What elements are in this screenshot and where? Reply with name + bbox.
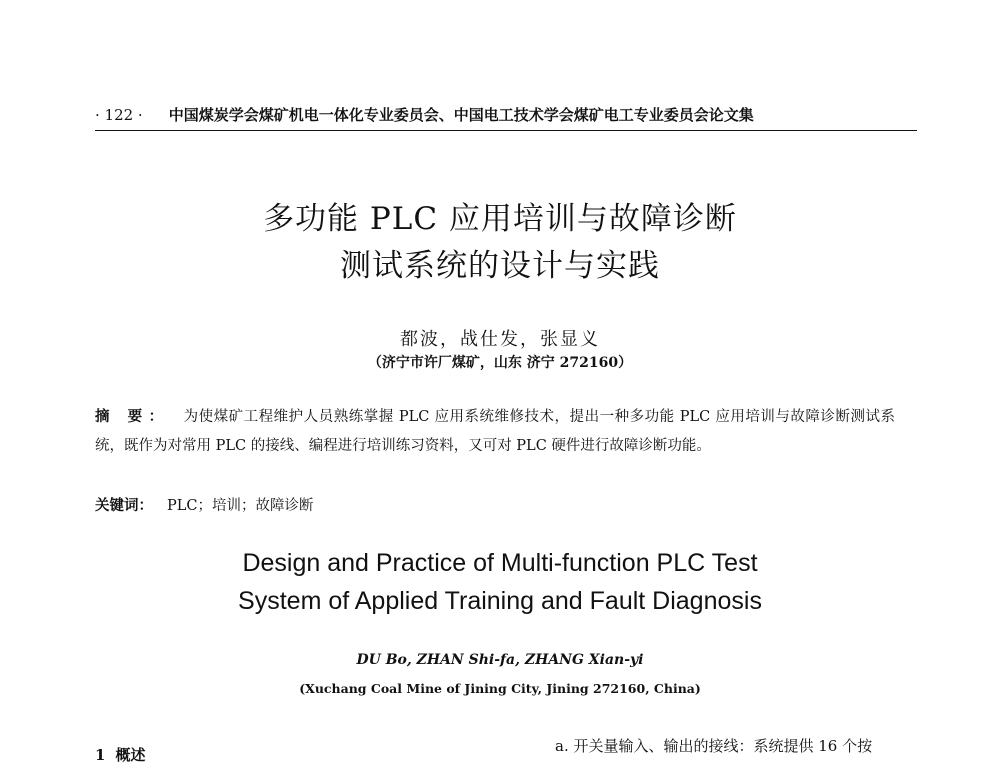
keywords-text: PLC；培训；故障诊断 — [167, 498, 314, 514]
title-en-line2: System of Applied Training and Fault Diagnosis — [238, 587, 762, 615]
title-cn-line1: 多功能 PLC 应用培训与故障诊断 — [263, 201, 737, 237]
right-column-text: a. 开关量输入、输出的接线：系统提供 16 个按 — [555, 737, 873, 755]
page-number: · 122 · — [95, 106, 143, 124]
abstract — [95, 402, 895, 461]
authors-cn: 都波，战仕发，张显义 — [400, 329, 600, 350]
keywords — [95, 491, 895, 521]
abstract-label: 摘 要： — [95, 408, 170, 425]
section-title: 概述 — [115, 746, 146, 764]
affiliation-en: (Xuchang Coal Mine of Jining City, Jining 272160, China) — [299, 681, 701, 696]
section-heading — [95, 744, 145, 765]
title-cn-line2: 测试系统的设计与实践 — [340, 248, 660, 284]
section-number: 1 — [95, 746, 106, 764]
affiliation-cn: （济宁市许厂煤矿，山东 济宁 272160） — [367, 355, 633, 371]
header-divider — [95, 130, 917, 131]
journal-name: 中国煤炭学会煤矿机电一体化专业委员会、中国电工技术学会煤矿电工专业委员会论文集 — [168, 106, 754, 124]
abstract-text: 为使煤矿工程维护人员熟练掌握 PLC 应用系统维修技术，提出一种多功能 PLC 应用培训与故障诊断测试系统，既作为对常用 PLC 的接线、编程进行培训练习资料，又可对 PLC 硬件进行故障诊断功能。 — [95, 409, 895, 454]
running-header — [95, 104, 917, 125]
authors-en: DU Bo, ZHAN Shi-fa, ZHANG Xian-yi — [356, 652, 644, 668]
keywords-label: 关键词： — [95, 497, 153, 514]
title-en-line1: Design and Practice of Multi-function PLC Test — [242, 549, 758, 577]
